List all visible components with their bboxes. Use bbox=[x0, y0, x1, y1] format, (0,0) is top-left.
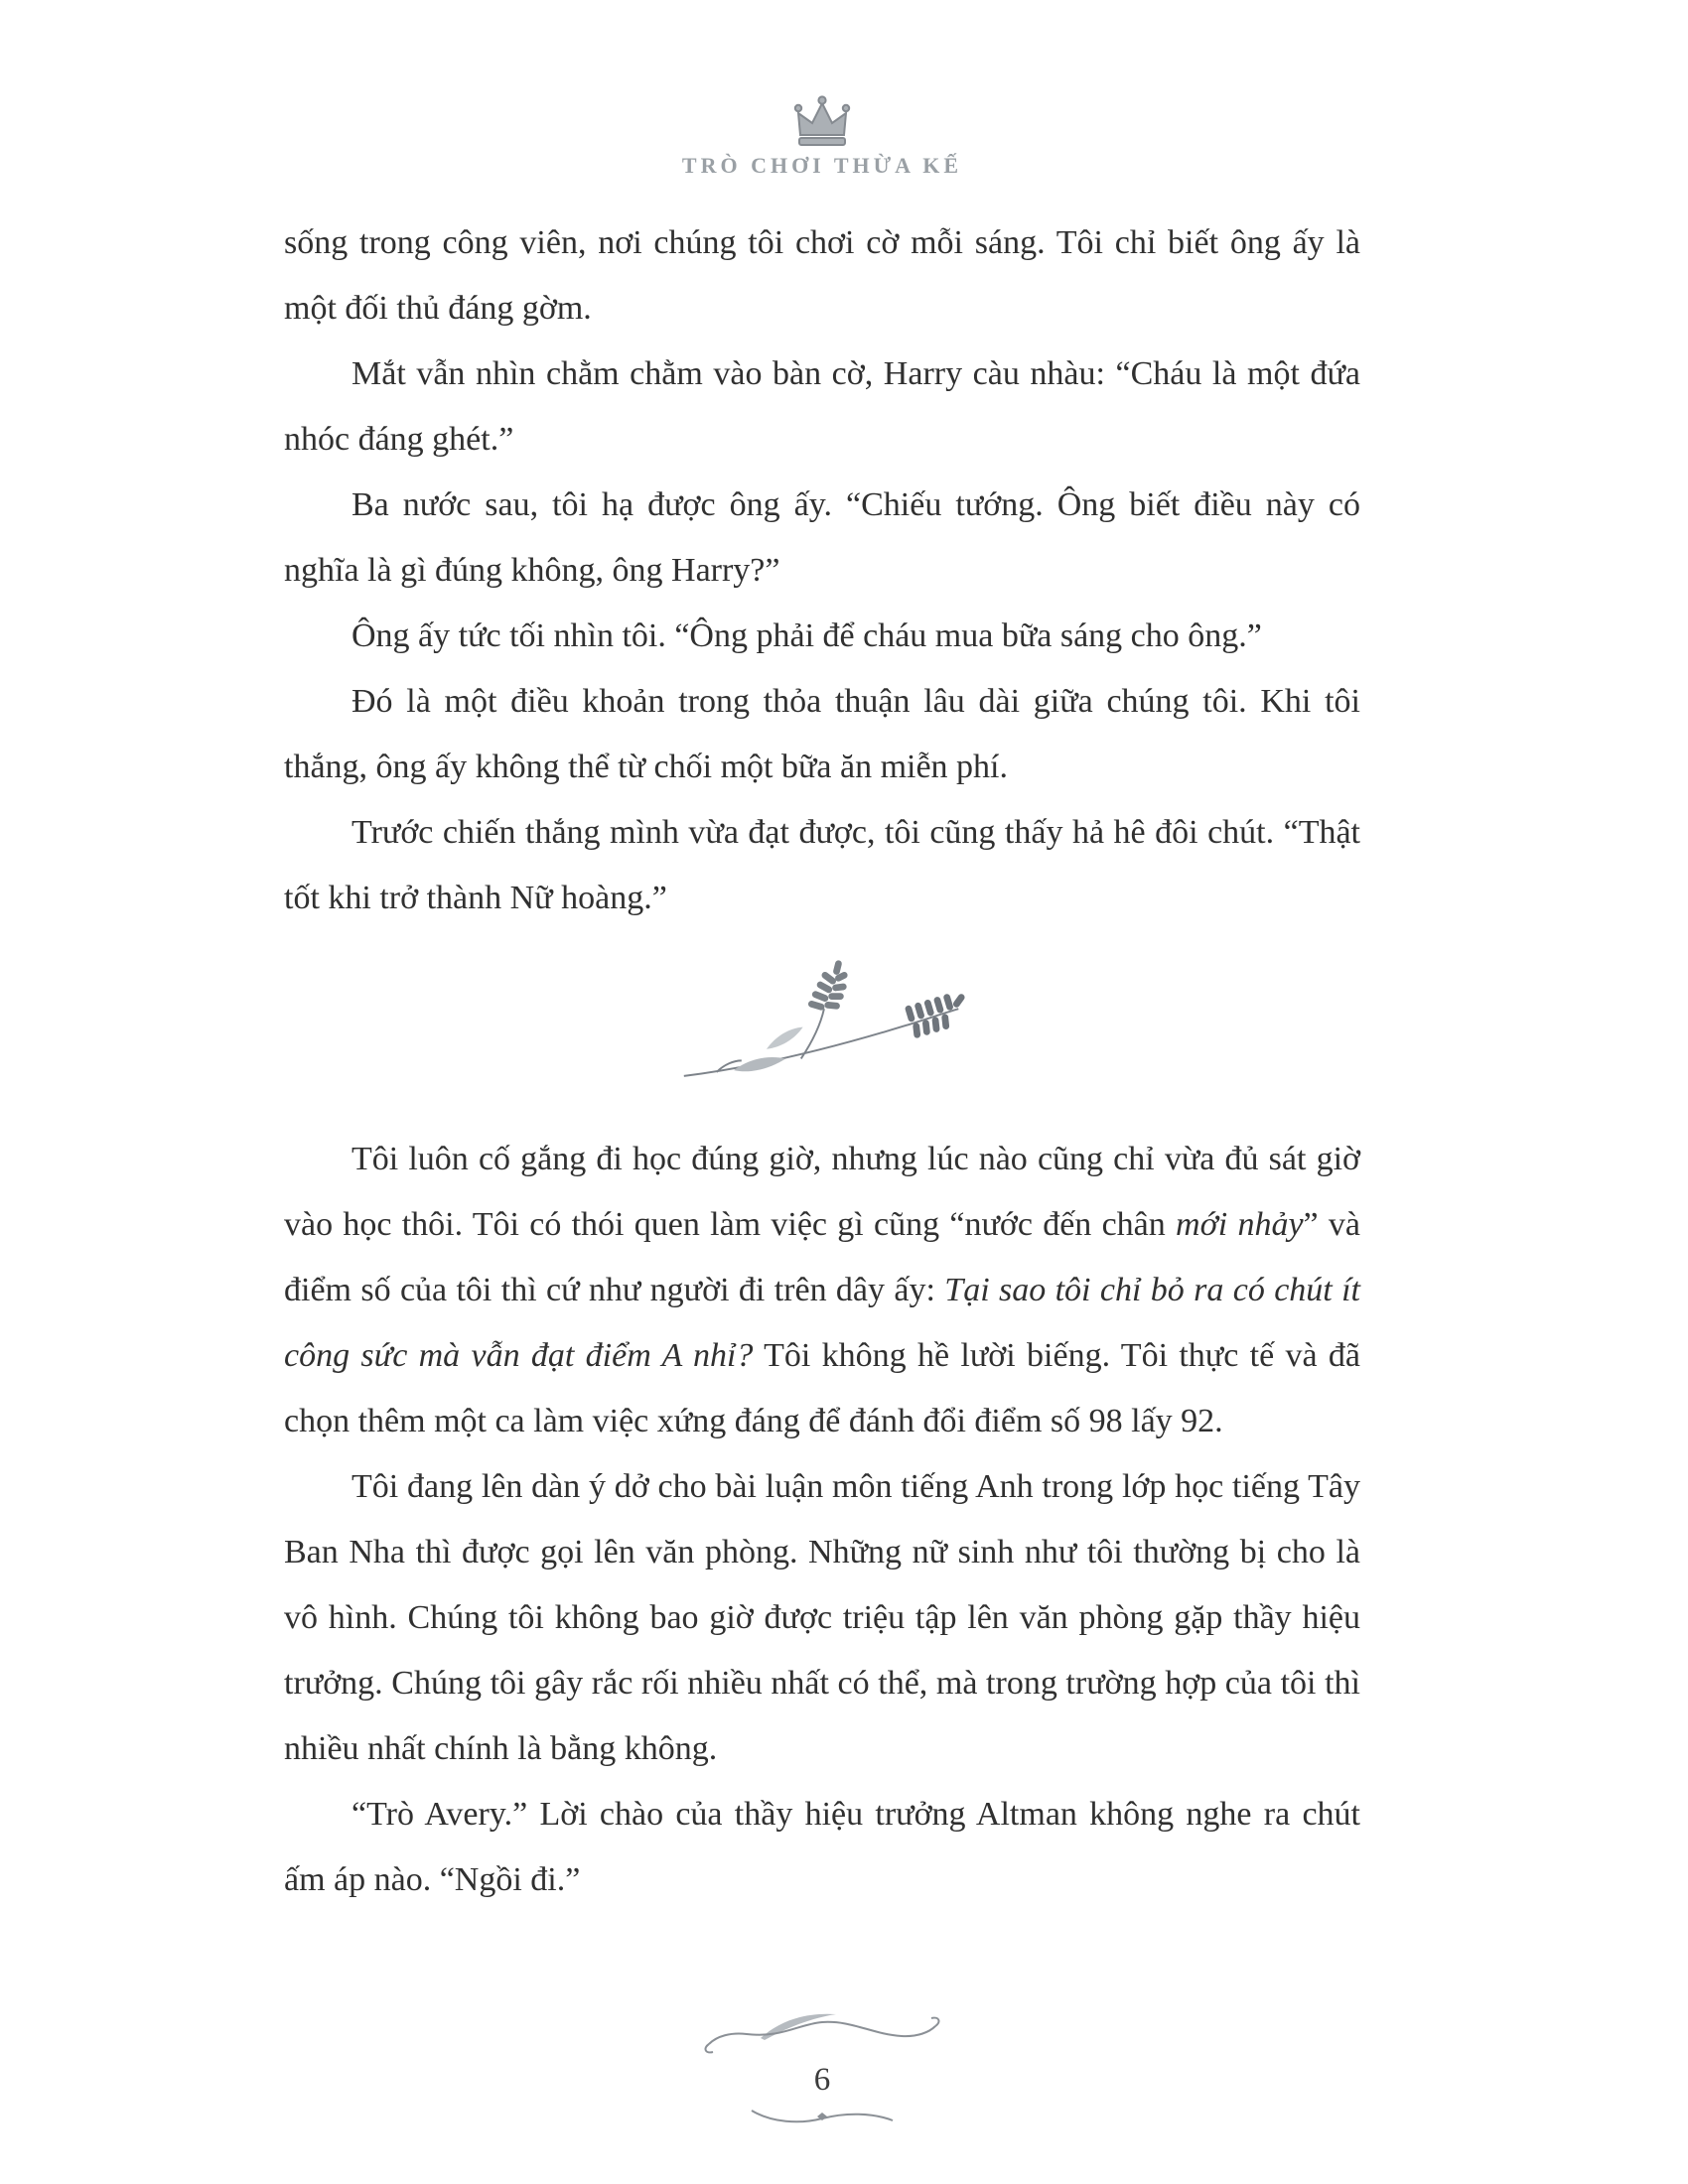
italic-phrase: Tại sao tôi chỉ bỏ ra có chút ít công sức mà vẫn đạt điểm A nhỉ? bbox=[284, 1272, 1360, 1374]
paragraph-text: ” và điểm số của tôi thì cứ như người đi trên dây ấy: bbox=[284, 1206, 1360, 1308]
page-number: 6 bbox=[813, 2061, 831, 2098]
paragraph: “Trò Avery.” Lời chào của thầy hiệu trưởng Altman không nghe ra chút ấm áp nào. “Ngồi đi.” bbox=[284, 1796, 1360, 1898]
paragraph bbox=[284, 1127, 1360, 1454]
paragraph: Ông ấy tức tối nhìn tôi. “Ông phải để cháu mua bữa sáng cho ông.” bbox=[352, 617, 1262, 654]
paragraph: Ba nước sau, tôi hạ được ông ấy. “Chiếu tướng. Ông biết điều này có nghĩa là gì đúng không, ông Harry?” bbox=[284, 486, 1360, 589]
paragraph-text: Tôi luôn cố gắng đi học đúng giờ, nhưng lúc nào cũng chỉ vừa đủ sát giờ vào học thôi. Tôi có thói quen làm việc gì cũng “nước đến chân bbox=[284, 1141, 1360, 1243]
page-footer bbox=[284, 2008, 1360, 2128]
paragraph: Trước chiến thắng mình vừa đạt được, tôi cũng thấy hả hê đôi chút. “Thật tốt khi trở thành Nữ hoàng.” bbox=[284, 814, 1360, 916]
italic-phrase: mới nhảy bbox=[1176, 1206, 1304, 1243]
page-header bbox=[284, 95, 1360, 179]
paragraph: Mắt vẫn nhìn chằm chằm vào bàn cờ, Harry càu nhàu: “Cháu là một đứa nhóc đáng ghét.” bbox=[284, 355, 1360, 458]
paragraph: Tôi đang lên dàn ý dở cho bài luận môn tiếng Anh trong lớp học tiếng Tây Ban Nha thì được gọi lên văn phòng. Những nữ sinh như tôi thường bị cho là vô hình. Chúng tôi không bao giờ được triệu tập lên văn phòng gặp thầy hiệu trưởng. Chúng tôi gây rắc rối nhiều nhất có thể, mà trong trường hợp của tôi thì nhiều nhất chính là bằng không. bbox=[284, 1468, 1360, 1767]
book-title: TRÒ CHƠI THỪA KẾ bbox=[681, 153, 963, 178]
lavender-sprig-divider bbox=[678, 957, 966, 1101]
page-body bbox=[284, 210, 1360, 1913]
paragraph-text: Tôi không hề lười biếng. Tôi thực tế và đã chọn thêm một ca làm việc xứng đáng để đánh đổi điểm số 98 lấy 92. bbox=[284, 1337, 1361, 1439]
small-swash-flourish-icon bbox=[284, 2103, 1360, 2128]
paragraph: sống trong công viên, nơi chúng tôi chơi cờ mỗi sáng. Tôi chỉ biết ông ấy là một đối thủ đáng gờm. bbox=[284, 224, 1360, 327]
crown-icon bbox=[284, 95, 1360, 149]
swash-flourish-icon bbox=[284, 2008, 1360, 2058]
paragraph: Đó là một điều khoản trong thỏa thuận lâu dài giữa chúng tôi. Khi tôi thắng, ông ấy không thể từ chối một bữa ăn miễn phí. bbox=[284, 683, 1360, 785]
